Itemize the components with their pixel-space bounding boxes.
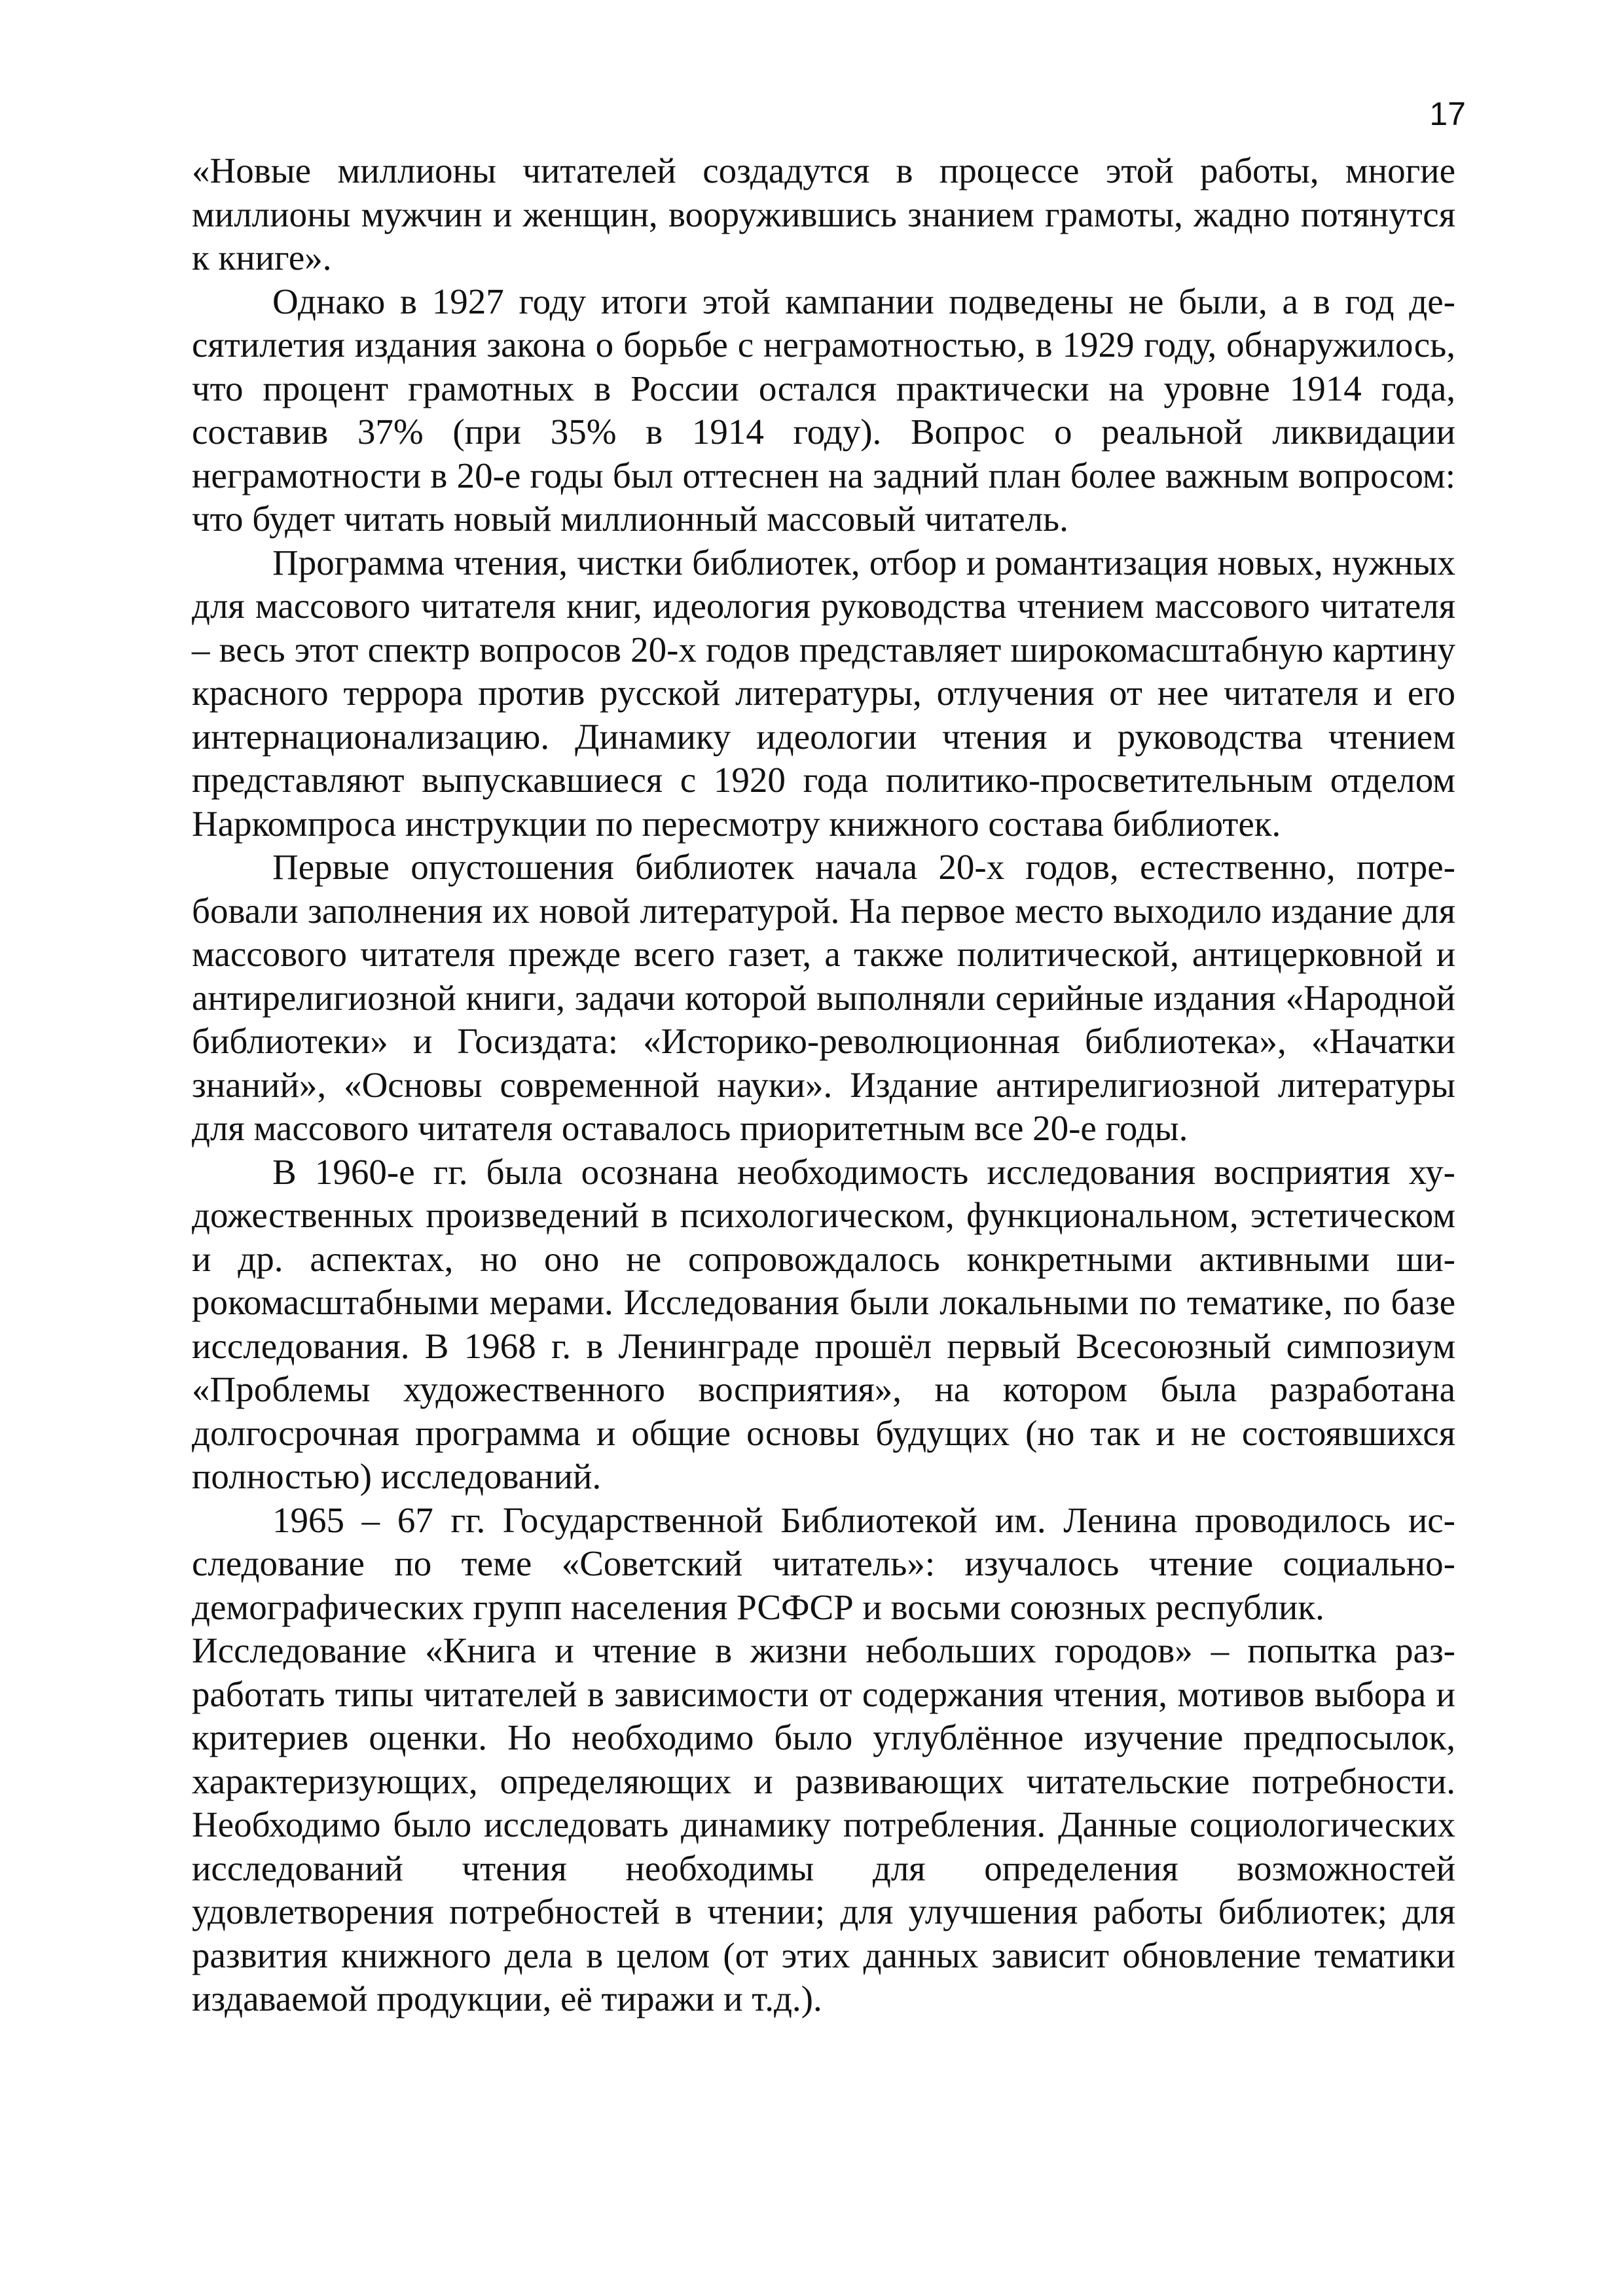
paragraph: Исследование «Книга и чтение в жизни небольших городов» – попытка разработать типы читателей в зависимости от содержания чтения, мотивов выбора и критериев оценки. Но необходимо было углублённое изучение предпосылок, характеризующих, определяющих и развивающих читательские потребности. Необходимо было исследовать динамику потребления. Данные социологических исследований чтения необходимы для определения возможностей удовлетворения потребностей в чтении; для улучшения работы библиотек; для развития книжного дела в целом (от этих данных зависит обновление тематики издаваемой продукции, её тиражи и т.д.). [192, 1630, 1455, 2018]
page-number: 17 [1429, 96, 1466, 132]
body-text [192, 149, 1455, 2021]
paragraph: Первые опустошения библиотек начала 20-х годов, естественно, потребовали заполнения их новой литературой. На первое место выходило издание для массового читателя прежде всего газет, а также политической, антицерковной и антирелигиозной книги, задачи которой выполняли серийные издания «Народной библиотеки» и Госиздата: «Историко-революционная библиотека», «Начатки знаний», «Основы современной науки». Издание антирелигиозной литературы для массового читателя оставалось приоритетным все 20-е годы. [192, 847, 1455, 1148]
paragraph: Однако в 1927 году итоги этой кампании подведены не были, а в год десятилетия издания закона о борьбе с неграмотностью, в 1929 году, обнаружилось, что процент грамотных в России остался практически на уровне 1914 года, составив 37% (при 35% в 1914 году). Вопрос о реальной ликвидации неграмотности в 20-е годы был оттеснен на задний план более важным вопросом: что будет читать новый миллионный массовый читатель. [192, 281, 1455, 539]
paragraph: В 1960-е гг. была осознана необходимость исследования восприятия художественных произведений в психологическом, функциональном, эстетическом и др. аспектах, но оно не сопровождалось конкретными активными широкомасштабными мерами. Исследования были локальными по тематике, по базе исследования. В 1968 г. в Ленинграде прошёл первый Всесоюзный симпозиум «Проблемы художественного восприятия», на котором была разработана долгосрочная программа и общие основы будущих (но так и не состоявшихся полностью) исследований. [192, 1151, 1455, 1496]
paragraph: «Новые миллионы читателей создадутся в процессе этой работы, многие миллионы мужчин и женщин, вооружившись знанием грамоты, жадно потянутся к книге». [192, 151, 1455, 278]
paragraph: Программа чтения, чистки библиотек, отбор и романтизация новых, нужных для массового читателя книг, идеология руководства чтением массового читателя – весь этот спектр вопросов 20-х годов представляет широкомасштабную картину красного террора против русской литературы, отлучения от нее читателя и его интернационализацию. Динамику идеологии чтения и руководства чтением представляют выпускавшиеся с 1920 года политико-просветительным отделом Наркомпроса инструкции по пересмотру книжного состава библиотек. [192, 542, 1455, 844]
paragraph: 1965 – 67 гг. Государственной Библиотекой им. Ленина проводилось исследование по теме «Советский читатель»: изучалось чтение социально-демографических групп населения РСФСР и восьми союзных республик. [192, 1499, 1455, 1627]
